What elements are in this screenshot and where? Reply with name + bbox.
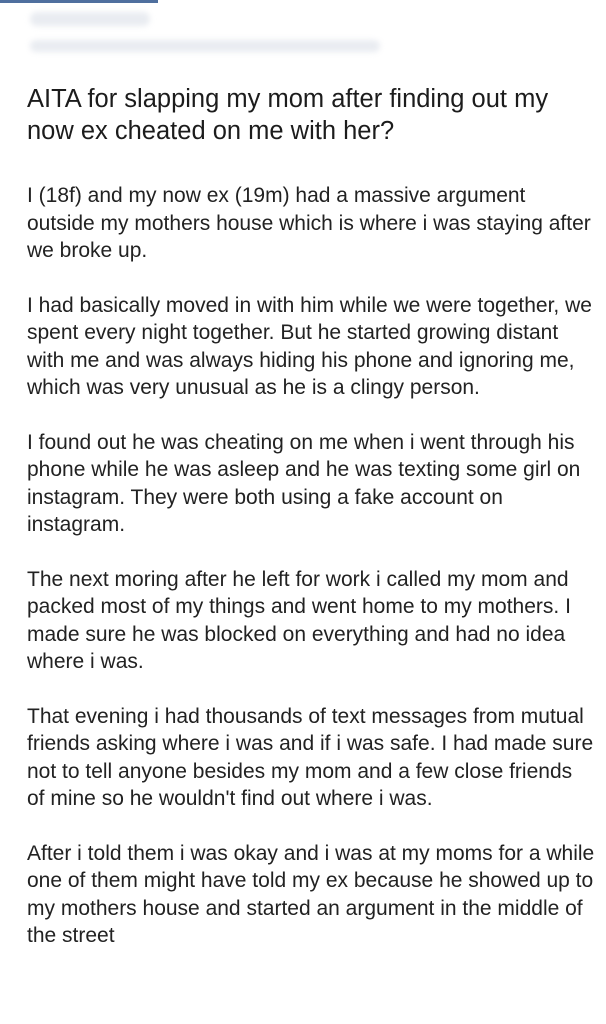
paragraph: I had basically moved in with him while we were together, we spent every night together. But he started growing distant with me and was always hiding his phone and ignoring me, which was very unusual as he is a clingy person. <box>27 293 592 399</box>
paragraph: That evening i had thousands of text messages from mutual friends asking where i was and if i was safe. I had made sure not to tell anyone besides my mom and a few close friends of mine so he wouldn't find out where i was. <box>27 704 594 810</box>
blurred-header <box>0 0 606 70</box>
paragraph: I found out he was cheating on me when i went through his phone while he was asleep and he was texting some girl on instagram. They were both using a fake account on instagram. <box>27 430 581 536</box>
paragraph: After i told them i was okay and i was at my moms for a while one of them might have told my ex because he showed up to my mothers house and started an argument in the middle of the street <box>27 841 595 947</box>
post-body <box>27 182 595 1024</box>
paragraph: The next moring after he left for work i called my mom and packed most of my things and went home to my mothers. I made sure he was blocked on everything and had no idea where i was. <box>27 567 571 673</box>
blurred-line <box>30 40 380 52</box>
bottom-fade <box>0 1018 606 1024</box>
paragraph: I (18f) and my now ex (19m) had a massive argument outside my mothers house which is where i was staying after we broke up. <box>27 184 591 262</box>
post-title: AITA for slapping my mom after finding out my now ex cheated on me with her? <box>27 85 549 145</box>
blurred-line <box>30 12 150 26</box>
